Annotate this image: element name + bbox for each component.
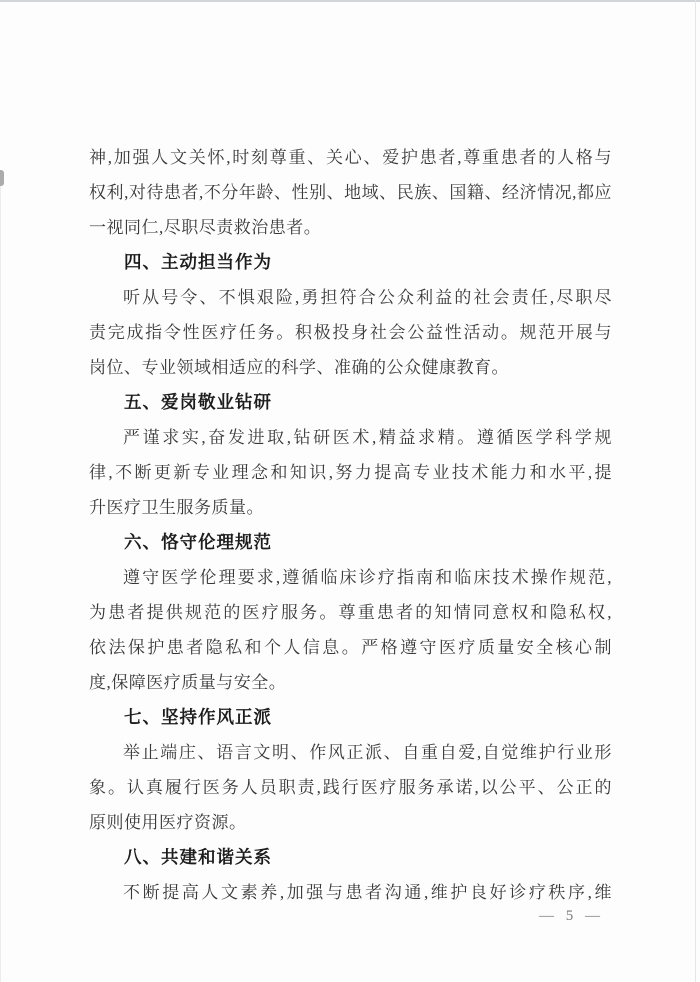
text-line: 为患者提供规范的医疗服务。尊重患者的知情同意权和隐私权, xyxy=(89,603,612,622)
text-line: 升医疗卫生服务质量。 xyxy=(89,498,264,517)
text-line: 神,加强人文关怀,时刻尊重、关心、爱护患者,尊重患者的人格与 xyxy=(89,148,612,167)
text-line: 权利,对待患者,不分年龄、性别、地域、民族、国籍、经济情况,都应 xyxy=(89,183,612,202)
text-line: 举止端庄、语言文明、作风正派、自重自爱,自觉维护行业形 xyxy=(123,743,612,762)
scan-edge-top xyxy=(0,0,700,2)
scan-artifact-notch xyxy=(0,170,4,186)
section-heading-6: 六、恪守伦理规范 xyxy=(124,532,272,552)
text-line: 责完成指令性医疗任务。积极投身社会公益性活动。规范开展与 xyxy=(89,323,612,342)
text-line: 严谨求实,奋发进取,钻研医术,精益求精。遵循医学科学规 xyxy=(123,428,612,447)
section-heading-8: 八、共建和谐关系 xyxy=(124,847,272,867)
text-line: 度,保障医疗质量与安全。 xyxy=(89,673,287,692)
scan-edge-right xyxy=(695,0,696,982)
page-number: — 5 — xyxy=(539,908,604,924)
text-line: 一视同仁,尽职尽责救治患者。 xyxy=(89,218,322,237)
text-line: 依法保护患者隐私和个人信息。严格遵守医疗质量安全核心制 xyxy=(89,638,612,657)
text-line: 律,不断更新专业理念和知识,努力提高专业技术能力和水平,提 xyxy=(89,463,612,482)
section-heading-7: 七、坚持作风正派 xyxy=(124,707,272,727)
text-line: 原则使用医疗资源。 xyxy=(89,813,247,832)
text-line: 象。认真履行医务人员职责,践行医疗服务承诺,以公平、公正的 xyxy=(89,778,612,797)
scan-edge-left xyxy=(0,180,1,982)
section-heading-5: 五、爱岗敬业钻研 xyxy=(124,392,272,412)
document-content xyxy=(89,140,612,910)
text-line: 不断提高人文素养,加强与患者沟通,维护良好诊疗秩序,维 xyxy=(123,883,612,902)
text-line: 遵守医学伦理要求,遵循临床诊疗指南和临床技术操作规范, xyxy=(123,568,612,587)
text-line: 岗位、专业领域相适应的科学、准确的公众健康教育。 xyxy=(89,358,509,377)
section-heading-4: 四、主动担当作为 xyxy=(124,252,272,272)
text-line: 听从号令、不惧艰险,勇担符合公众利益的社会责任,尽职尽 xyxy=(123,288,612,307)
